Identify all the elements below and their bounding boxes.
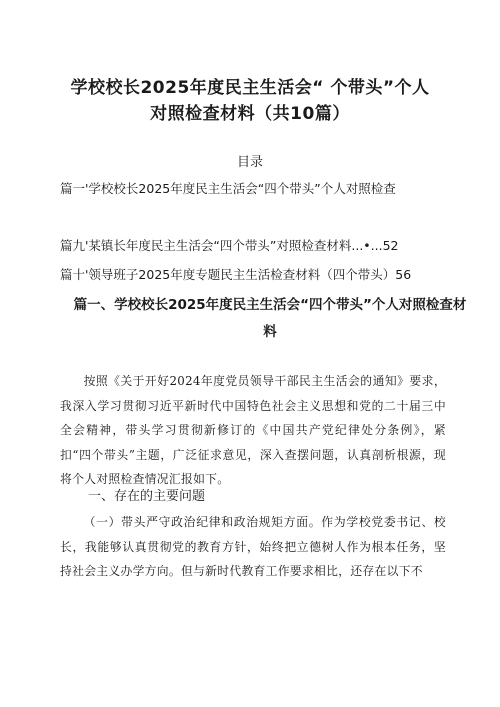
toc-heading: 目录: [236, 155, 263, 170]
body-paragraph: （一）带头严守政治纪律和政治规矩方面。作为学校党委书记、校长，我能够认真贯彻党的教育方针，始终把立德树人作为根本任务，坚持社会主义办学方向。但与新时代教育工作要求相比，还存在以下不: [60, 515, 446, 578]
section-title: 篇一、学校校长2025年度民主生活会“四个带头”个人对照检查材料: [73, 297, 467, 340]
toc-item[interactable]: 篇九'某镇长年度民主生活会“四个带头”对照检查材料...•...52: [60, 238, 399, 253]
toc-item[interactable]: 篇十'领导班子2025年度专题民主生活检查材料（四个带头）56: [60, 267, 412, 282]
document-title-line-2: 对照检查材料（共10篇）: [150, 104, 350, 124]
toc-item[interactable]: 篇一'学校校长2025年度民主生活会“四个带头”个人对照检查: [60, 181, 396, 196]
intro-paragraph: 按照《关于开好2024年度党员领导干部民主生活会的通知》要求，我深入学习贯彻习近平新时代中国特色社会主义思想和党的二十届三中全会精神，带头学习贯彻新修订的《中国共产党纪律处分条例》，紧扣“四个带头”主题，广泛征求意见，深入查摆问题，认真剖析根源，现将个人对照检查情况汇报如下。: [60, 374, 446, 486]
section-heading: 一、存在的主要问题: [88, 489, 206, 504]
document-title-line-1: 学校校长2025年度民主生活会“ 个带头”个人: [70, 78, 430, 98]
